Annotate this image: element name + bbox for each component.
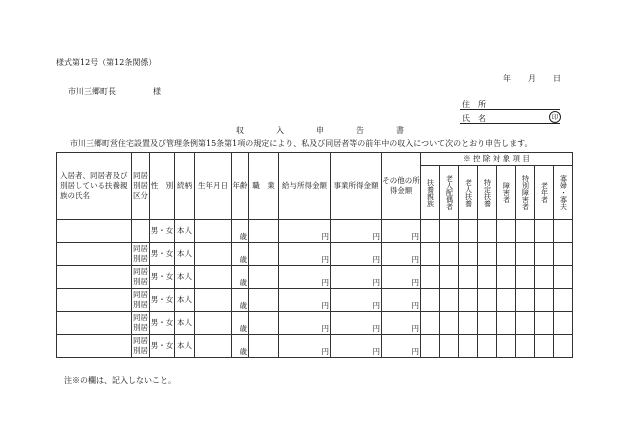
occupation-cell[interactable]: [249, 312, 279, 335]
other-income-cell[interactable]: 円: [382, 312, 421, 335]
table-row: [57, 312, 573, 335]
deduction-cell: [535, 266, 554, 289]
income-declaration-table: [56, 152, 573, 358]
sex-cell[interactable]: 男・女: [150, 335, 175, 358]
header-name: 入居者、同居者及び別居している扶養親族の氏名: [57, 153, 132, 220]
deduction-cell: [516, 266, 535, 289]
deduction-cell: [554, 312, 573, 335]
relationship-cell[interactable]: 本人: [175, 289, 195, 312]
deduction-cell: [535, 243, 554, 266]
relationship-cell[interactable]: 本人: [175, 312, 195, 335]
deduction-cell: [478, 243, 497, 266]
form-number: 様式第12号（第12条関係）: [56, 58, 157, 67]
kubun-cell[interactable]: 同居別居: [132, 289, 150, 312]
deduction-cell: [497, 335, 516, 358]
birthdate-cell[interactable]: [195, 243, 232, 266]
header-deduction-elderly-spouse: 老人配偶者: [445, 175, 454, 210]
kubun-cell[interactable]: 同居別居: [132, 243, 150, 266]
name-line[interactable]: [460, 123, 560, 124]
table-row: [57, 220, 573, 243]
deduction-cell: [440, 289, 459, 312]
business-cell[interactable]: 円: [331, 220, 382, 243]
deduction-cell: [497, 289, 516, 312]
deduction-cell: [497, 220, 516, 243]
date-month-label: 月: [528, 74, 536, 83]
salary-cell[interactable]: 円: [279, 243, 331, 266]
addressee-honorific: 様: [153, 87, 161, 96]
deduction-cell: [554, 220, 573, 243]
kubun-cell[interactable]: [132, 220, 150, 243]
deduction-cell: [497, 266, 516, 289]
header-deduction-special-disabled: 特別障害者: [521, 175, 530, 210]
deduction-cell: [440, 312, 459, 335]
salary-cell[interactable]: 円: [279, 220, 331, 243]
salary-cell[interactable]: 円: [279, 266, 331, 289]
birthdate-cell[interactable]: [195, 220, 232, 243]
deduction-cell: [421, 243, 440, 266]
occupation-cell[interactable]: [249, 335, 279, 358]
name-cell[interactable]: [57, 220, 132, 243]
header-relation: 同居別居区分: [132, 153, 150, 220]
business-cell[interactable]: 円: [331, 243, 382, 266]
deduction-cell: [497, 243, 516, 266]
deduction-cell: [535, 312, 554, 335]
occupation-cell[interactable]: [249, 266, 279, 289]
name-cell[interactable]: [57, 289, 132, 312]
header-occupation: 職 業: [249, 153, 279, 220]
name-cell[interactable]: [57, 335, 132, 358]
age-cell[interactable]: 歳: [232, 220, 249, 243]
kubun-cell[interactable]: 同居別居: [132, 312, 150, 335]
table-row: [57, 289, 573, 312]
other-income-cell[interactable]: 円: [382, 243, 421, 266]
salary-cell[interactable]: 円: [279, 312, 331, 335]
deduction-cell: [459, 243, 478, 266]
deduction-cell: [554, 266, 573, 289]
birthdate-cell[interactable]: [195, 312, 232, 335]
kubun-cell[interactable]: 同居別居: [132, 335, 150, 358]
header-deduction-elderly-dependent: 老人扶養: [464, 178, 473, 207]
deduction-cell: [440, 266, 459, 289]
header-business-income: 事業所得金額: [331, 153, 382, 220]
deduction-cell: [421, 220, 440, 243]
salary-cell[interactable]: 円: [279, 289, 331, 312]
deduction-cell: [554, 289, 573, 312]
birthdate-cell[interactable]: [195, 289, 232, 312]
title-char-3: 申: [316, 126, 324, 135]
deduction-cell: [478, 312, 497, 335]
address-line[interactable]: [460, 109, 560, 110]
header-relationship: 続柄: [175, 153, 195, 220]
deduction-cell: [554, 335, 573, 358]
business-cell[interactable]: 円: [331, 266, 382, 289]
deduction-cell: [516, 220, 535, 243]
sex-cell[interactable]: 男・女: [150, 243, 175, 266]
header-deduction-disabled: 障害者: [502, 182, 511, 203]
occupation-cell[interactable]: [249, 243, 279, 266]
deduction-cell: [535, 220, 554, 243]
age-cell[interactable]: 歳: [232, 289, 249, 312]
deduction-cell: [478, 266, 497, 289]
deduction-cell: [459, 289, 478, 312]
table-row: [57, 266, 573, 289]
deduction-cell: [421, 266, 440, 289]
table-row: [57, 243, 573, 266]
deduction-cell: [459, 335, 478, 358]
kubun-cell[interactable]: 同居別居: [132, 266, 150, 289]
title-char-4: 告: [356, 126, 364, 135]
deduction-cell: [535, 289, 554, 312]
deduction-cell: [459, 220, 478, 243]
deduction-cell: [516, 335, 535, 358]
business-cell[interactable]: 円: [331, 312, 382, 335]
deduction-cell: [554, 243, 573, 266]
age-cell[interactable]: 歳: [232, 266, 249, 289]
deduction-cell: [421, 289, 440, 312]
sex-cell[interactable]: 男・女: [150, 289, 175, 312]
other-income-cell[interactable]: 円: [382, 266, 421, 289]
deduction-cell: [516, 243, 535, 266]
name-cell[interactable]: [57, 312, 132, 335]
header-deduction-aged: 老年者: [540, 182, 549, 203]
relationship-cell[interactable]: 本人: [175, 220, 195, 243]
deduction-cell: [516, 289, 535, 312]
relationship-cell[interactable]: 本人: [175, 243, 195, 266]
address-label: 住 所: [462, 100, 486, 109]
deduction-cell: [478, 335, 497, 358]
salary-cell[interactable]: 円: [279, 335, 331, 358]
deduction-cell: [440, 243, 459, 266]
table-row: [57, 335, 573, 358]
header-deduction-dependents: 扶養親族: [426, 178, 435, 207]
header-birthdate: 生年月日: [195, 153, 232, 220]
age-cell[interactable]: 歳: [232, 335, 249, 358]
business-cell[interactable]: 円: [331, 335, 382, 358]
title-char-2: 入: [276, 126, 284, 135]
seal-mark: 印: [549, 111, 561, 123]
header-sex: 性 別: [150, 153, 175, 220]
deduction-cell: [535, 335, 554, 358]
name-cell[interactable]: [57, 266, 132, 289]
occupation-cell[interactable]: [249, 289, 279, 312]
header-deduction-widow: 寡婦・寡夫: [559, 175, 568, 210]
deduction-cell: [440, 335, 459, 358]
header-deduction-specific-dependent: 特定扶養: [483, 178, 492, 207]
business-cell[interactable]: 円: [331, 289, 382, 312]
relationship-cell[interactable]: 本人: [175, 335, 195, 358]
sex-cell[interactable]: 男・女: [150, 312, 175, 335]
footnote: 注※の欄は、記入しないこと。: [64, 376, 176, 385]
header-salary-income: 給与所得金額: [279, 153, 331, 220]
other-income-cell[interactable]: 円: [382, 220, 421, 243]
date-day-label: 日: [553, 74, 561, 83]
other-income-cell[interactable]: 円: [382, 289, 421, 312]
name-cell[interactable]: [57, 243, 132, 266]
age-cell[interactable]: 歳: [232, 312, 249, 335]
header-deductions-title: ※ 控 除 対 象 項 目: [421, 153, 573, 166]
date-year-label: 年: [503, 74, 511, 83]
sex-cell[interactable]: 男・女: [150, 266, 175, 289]
deduction-cell: [516, 312, 535, 335]
name-label: 氏 名: [462, 114, 486, 123]
deduction-cell: [497, 312, 516, 335]
other-income-cell[interactable]: 円: [382, 335, 421, 358]
age-cell[interactable]: 歳: [232, 243, 249, 266]
birthdate-cell[interactable]: [195, 335, 232, 358]
deduction-cell: [478, 220, 497, 243]
deduction-cell: [421, 335, 440, 358]
intro-text: 市川三郷町営住宅設置及び管理条例第15条第1項の規定により、私及び同居者等の前年中の収入について次のとおり申告します。: [70, 139, 533, 148]
occupation-cell[interactable]: [249, 220, 279, 243]
relationship-cell[interactable]: 本人: [175, 266, 195, 289]
mayor-addressee: 市川三郷町長: [68, 87, 116, 96]
birthdate-cell[interactable]: [195, 266, 232, 289]
deduction-cell: [478, 289, 497, 312]
header-age: 年齢: [232, 153, 249, 220]
deduction-cell: [459, 312, 478, 335]
title-char-1: 収: [236, 126, 244, 135]
sex-cell[interactable]: 男・女: [150, 220, 175, 243]
deduction-cell: [421, 312, 440, 335]
deduction-cell: [459, 266, 478, 289]
title-char-5: 書: [396, 126, 404, 135]
header-other-income: その他の所得金額: [382, 153, 421, 220]
deduction-cell: [440, 220, 459, 243]
